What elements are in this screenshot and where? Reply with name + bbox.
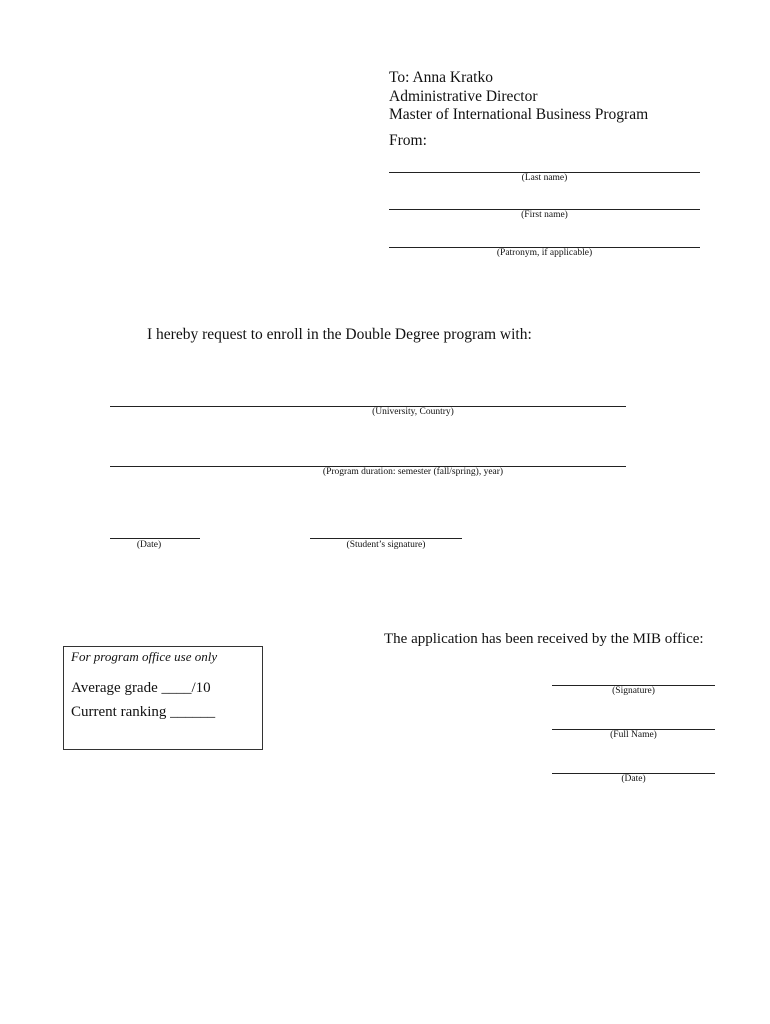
university-caption: (University, Country) [372,407,454,417]
student-date-field[interactable] [110,538,200,539]
from-label: From: [389,132,427,149]
office-signature-caption: (Signature) [612,686,655,696]
average-grade-field[interactable]: Average grade ____/10 [71,680,211,696]
received-statement: The application has been received by the MIB office: [384,631,704,647]
program-name: Master of International Business Program [389,106,649,123]
office-use-title: For program office use only [71,649,218,664]
office-use-box [63,646,263,750]
last-name-caption: (Last name) [521,173,568,183]
duration-caption: (Program duration: semester (fall/spring), year) [322,467,504,477]
current-ranking-field[interactable]: Current ranking ______ [71,704,216,720]
student-signature-caption: (Student’s signature) [346,540,426,550]
patronym-caption: (Patronym, if applicable) [496,248,593,258]
student-date-caption: (Date) [136,540,162,550]
office-date-caption: (Date) [621,774,646,784]
student-signature-field[interactable] [310,538,462,539]
first-name-caption: (First name) [521,210,568,220]
office-fullname-caption: (Full Name) [610,730,657,740]
director-title: Administrative Director [389,88,538,105]
to-line: To: Anna Kratko [389,69,493,86]
request-statement: I hereby request to enroll in the Double Degree program with: [147,326,532,343]
